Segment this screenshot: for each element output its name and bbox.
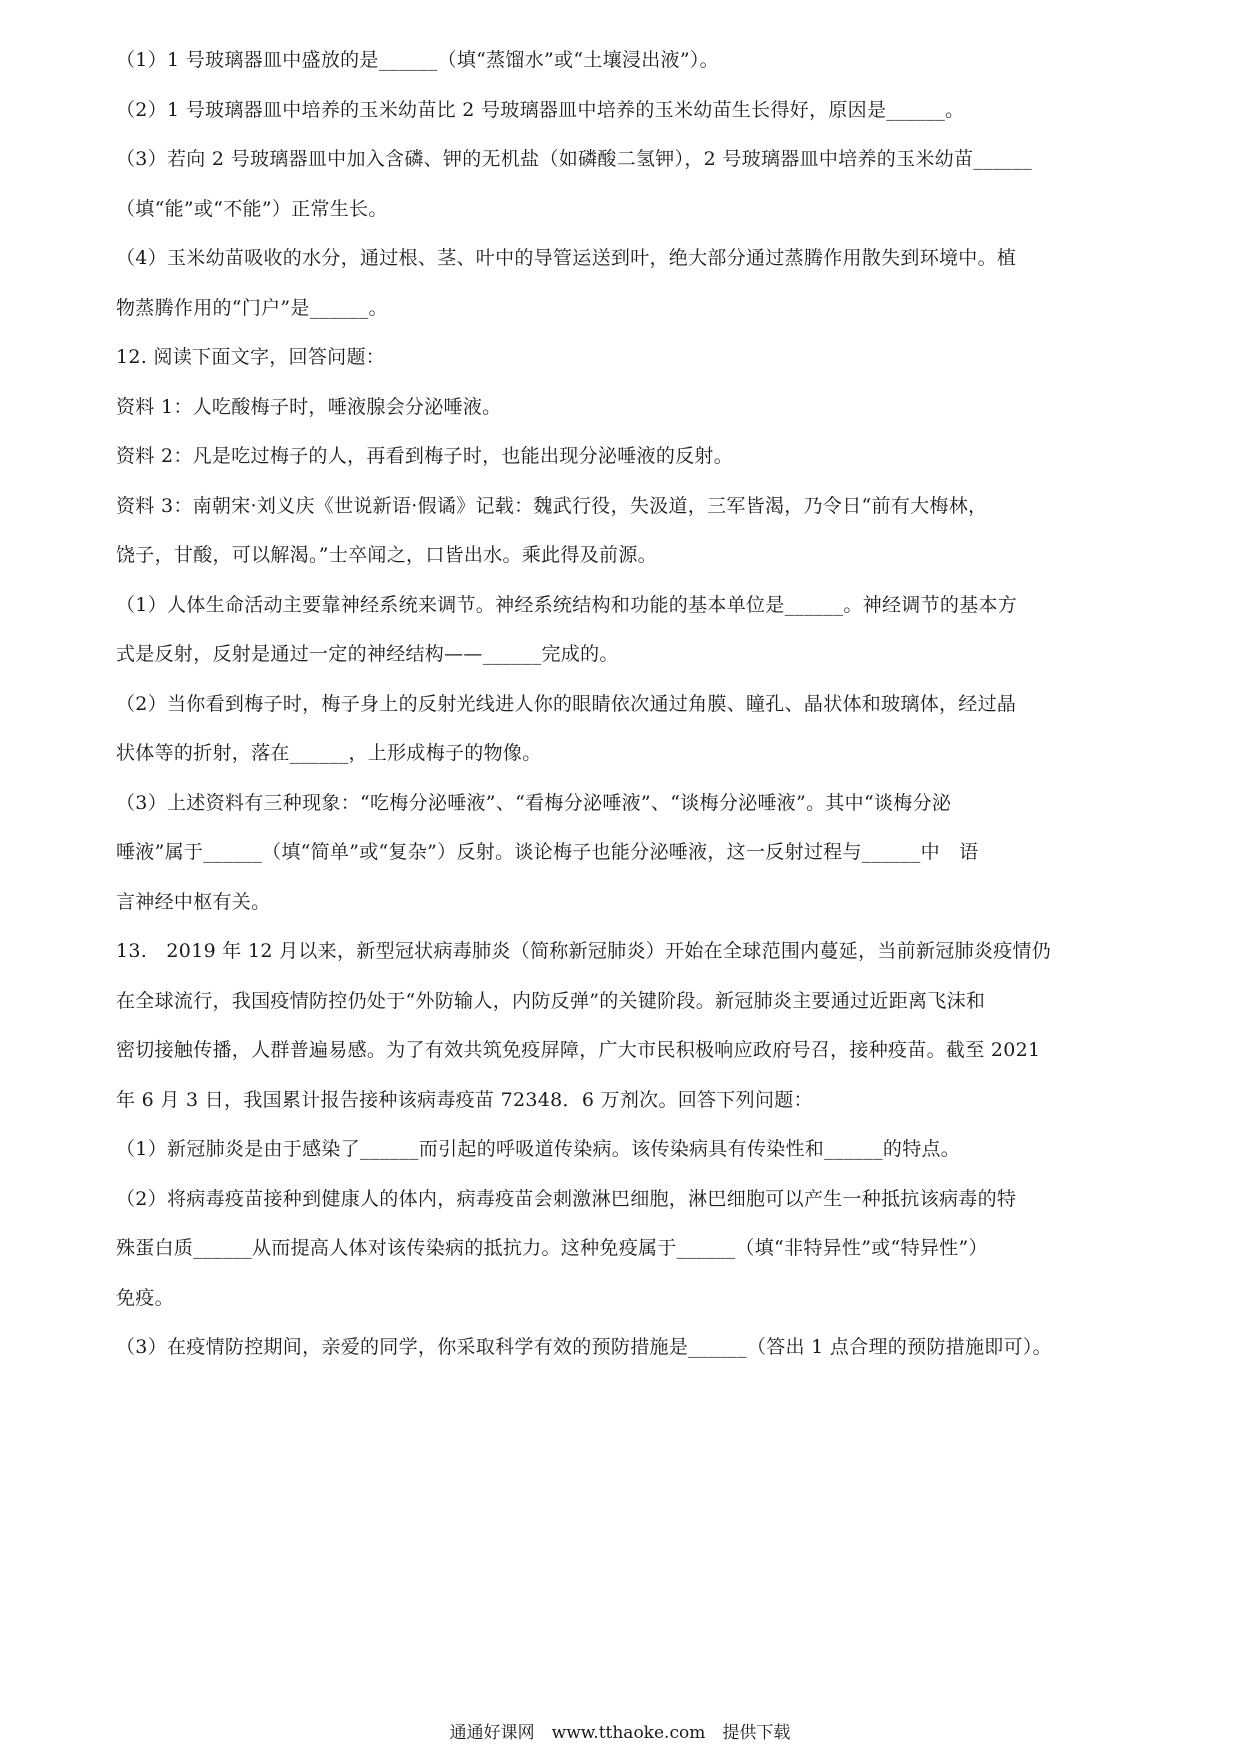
text-line: 物蒸腾作用的“门户”是______。 — [116, 296, 388, 319]
text-line: （3）在疫情防控期间，亲爱的同学，你采取科学有效的预防措施是______（答出 1 点合理的预防措施即可）。 — [116, 1336, 1052, 1358]
question-heading: 13. 2019 年 12 月以来，新型冠状病毒肺炎（简称新冠肺炎）开始在全球范围内蔓延，当前新冠肺炎疫情仍 — [116, 940, 1052, 962]
text-line: 饶子，甘酸，可以解渴。”士卒闻之，口皆出水。乘此得及前源。 — [116, 544, 657, 566]
text-line: （2）将病毒疫苗接种到健康人的体内，病毒疫苗会刺激淋巴细胞，淋巴细胞可以产生一种抵抗该病毒的特 — [116, 1187, 1017, 1210]
text-line: （2）1 号玻璃器皿中培养的玉米幼苗比 2 号玻璃器皿中培养的玉米幼苗生长得好，原因是______。 — [116, 98, 965, 121]
text-line: （1）1 号玻璃器皿中盛放的是______（填“蒸馏水”或“土壤浸出液”）。 — [116, 49, 719, 71]
text-line: （2）当你看到梅子时，梅子身上的反射光线进人你的眼睛依次通过角膜、瞳孔、晶状体和玻璃体，经过晶 — [116, 692, 1017, 715]
text-line: （3）上述资料有三种现象：“吃梅分泌唾液”、“看梅分泌唾液”、“谈梅分泌唾液”。其中“谈梅分泌 — [116, 791, 952, 814]
text-line: 言神经中枢有关。 — [116, 890, 271, 913]
text-line: （1）新冠肺炎是由于感染了______而引起的呼吸道传染病。该传染病具有传染性和______的特点。 — [116, 1138, 961, 1160]
text-line: 密切接触传播，人群普遍易感。为了有效共筑免疫屏障，广大市民积极响应政府号召，接种疫苗。截至 2021 — [116, 1039, 1041, 1061]
text-line: 状体等的折射，落在______，上形成梅子的物像。 — [116, 742, 542, 764]
text-line: 资料 1：人吃酸梅子时，唾液腺会分泌唾液。 — [116, 395, 502, 418]
text-line: （1）人体生命活动主要靠神经系统来调节。神经系统结构和功能的基本单位是______。神经调节的基本方 — [116, 593, 1018, 616]
text-line: 唾液”属于______（填“简单”或“复杂”）反射。谈论梅子也能分泌唾液，这一反射过程与______中 语 — [116, 841, 979, 863]
text-line: 年 6 月 3 日，我国累计报告接种该病毒疫苗 72348．6 万剂次。回答下列问题： — [116, 1088, 813, 1111]
text-line: 在全球流行，我国疫情防控仍处于“外防输人，内防反弹”的关键阶段。新冠肺炎主要通过近距离飞沫和 — [116, 989, 986, 1012]
text-line: 资料 3：南朝宋·刘义庆《世说新语·假谲》记载：魏武行役，失汲道，三军皆渴，乃令日“前有大梅林， — [116, 494, 988, 517]
page-footer: 通通好课网 www.tthaoke.com 提供下载 — [449, 1723, 791, 1743]
text-line: 免疫。 — [116, 1286, 174, 1309]
text-line: （4）玉米幼苗吸收的水分，通过根、茎、叶中的导管运送到叶，绝大部分通过蒸腾作用散失到环境中。植 — [116, 247, 1017, 269]
text-line: 式是反射，反射是通过一定的神经结构——______完成的。 — [116, 643, 619, 665]
text-line: （3）若向 2 号玻璃器皿中加入含磷、钾的无机盐（如磷酸二氢钾），2 号玻璃器皿中培养的玉米幼苗______ — [116, 148, 1033, 170]
text-line: 资料 2：凡是吃过梅子的人，再看到梅子时，也能出现分泌唾液的反射。 — [116, 445, 734, 467]
text-line: 殊蛋白质______从而提高人体对该传染病的抵抗力。这种免疫属于______（填“非特异性”或“特异性”） — [116, 1237, 988, 1259]
question-heading: 12. 阅读下面文字，回答问题： — [116, 346, 386, 368]
text-line: （填“能”或“不能”）正常生长。 — [116, 197, 388, 220]
document-body — [116, 36, 1128, 1373]
